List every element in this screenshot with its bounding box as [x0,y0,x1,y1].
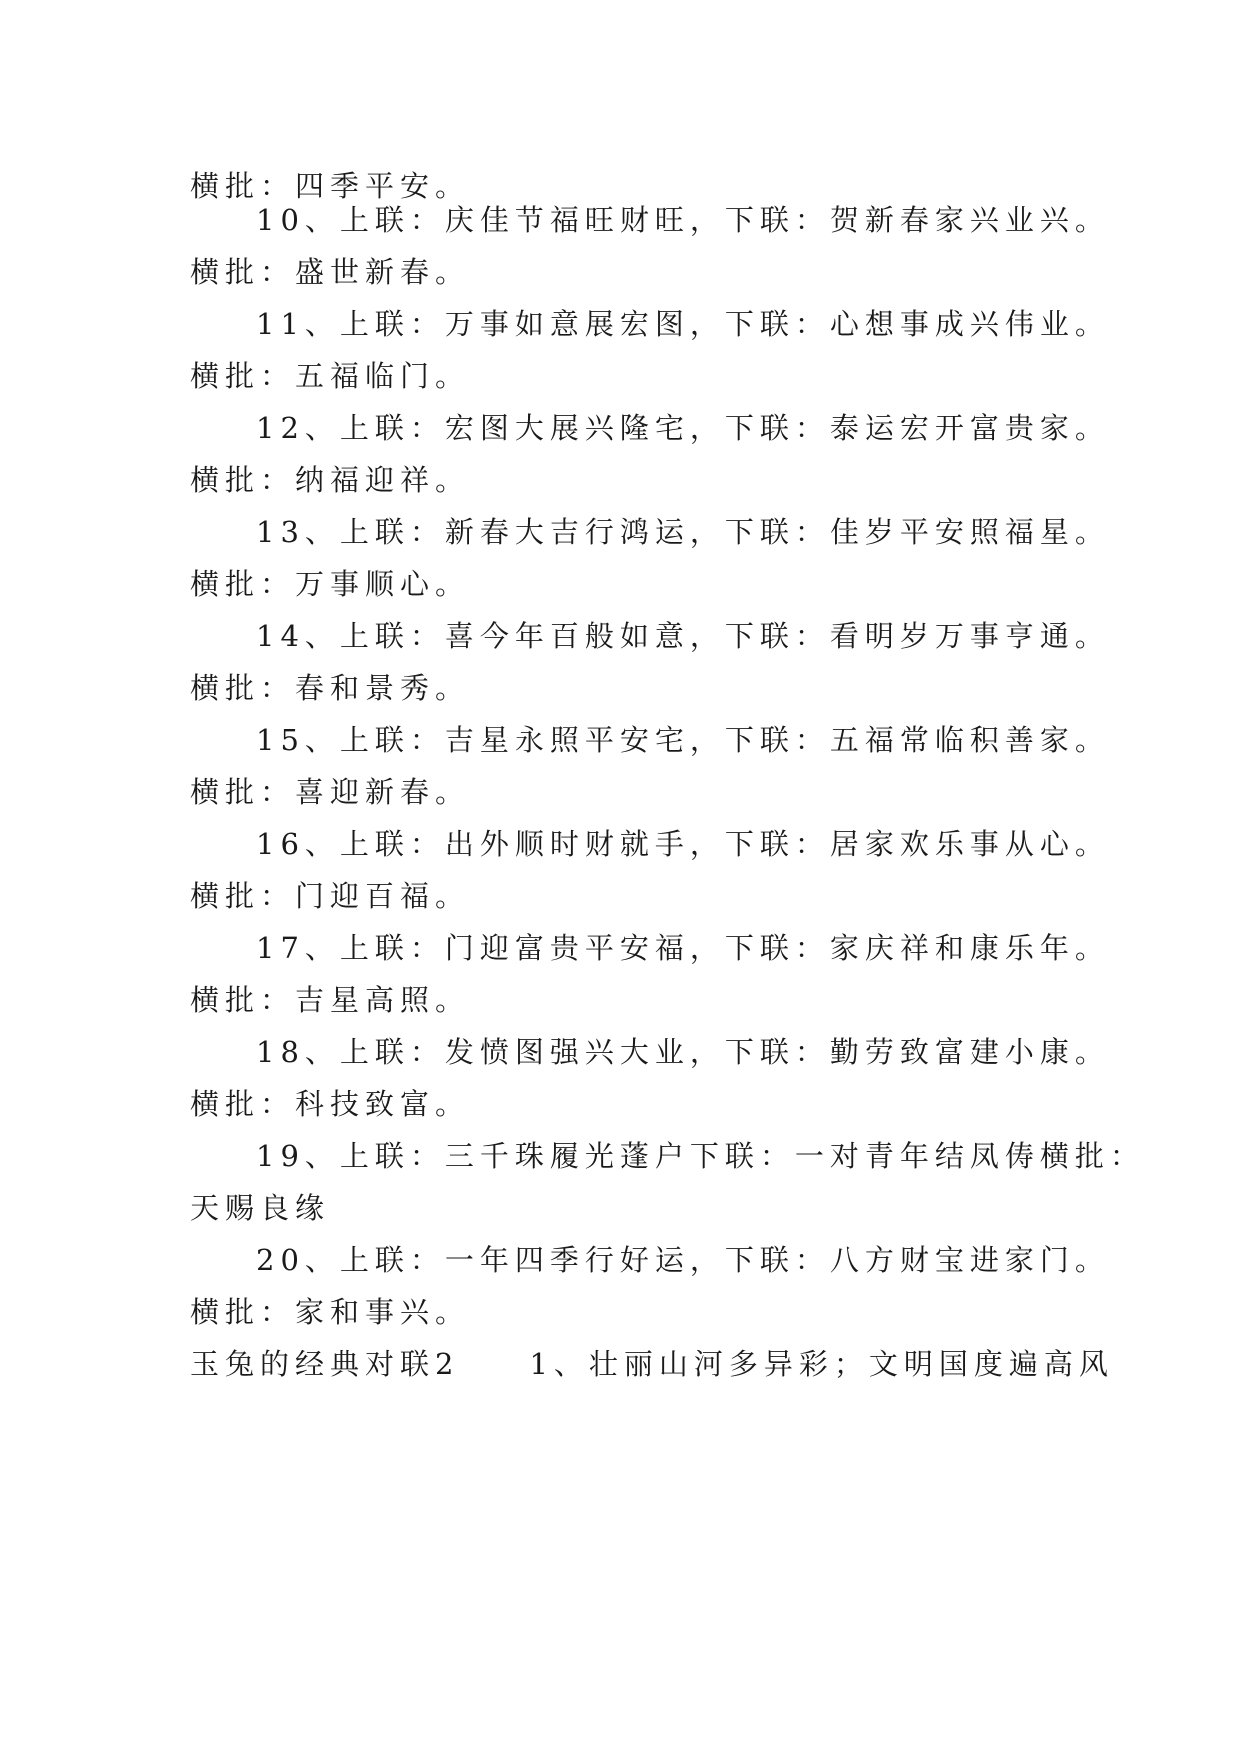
couplet-line-16: 16、上联：出外顺时财就手，下联：居家欢乐事从心。 [256,827,1110,861]
text-line-hengpi-14: 横批：春和景秀。 [190,671,471,705]
text-line-hengpi-1: 横批：四季平安。 [190,169,471,203]
text-line-hengpi-18: 横批：科技致富。 [190,1087,471,1121]
text-line-hengpi-10: 横批：盛世新春。 [190,255,471,289]
text-line-hengpi-17: 横批：吉星高照。 [190,983,471,1017]
couplet-line-17: 17、上联：门迎富贵平安福，下联：家庆祥和康乐年。 [256,931,1110,965]
text-line-hengpi-15: 横批：喜迎新春。 [190,775,471,809]
couplet-line-13: 13、上联：新春大吉行鸿运，下联：佳岁平安照福星。 [256,515,1110,549]
text-line-hengpi-19: 天赐良缘 [190,1191,331,1225]
couplet-line-15: 15、上联：吉星永照平安宅，下联：五福常临积善家。 [256,723,1110,757]
text-line-hengpi-20: 横批：家和事兴。 [190,1295,471,1329]
text-line-hengpi-13: 横批：万事顺心。 [190,567,471,601]
couplet-line-10: 10、上联：庆佳节福旺财旺，下联：贺新春家兴业兴。 [256,203,1110,237]
couplet-line-12: 12、上联：宏图大展兴隆宅，下联：泰运宏开富贵家。 [256,411,1110,445]
couplet-line-20: 20、上联：一年四季行好运，下联：八方财宝进家门。 [256,1243,1110,1277]
text-line-hengpi-11: 横批：五福临门。 [190,359,471,393]
text-line-hengpi-16: 横批：门迎百福。 [190,879,471,913]
couplet-line-11: 11、上联：万事如意展宏图，下联：心想事成兴伟业。 [256,307,1110,341]
section-heading-line: 玉兔的经典对联2 1、壮丽山河多异彩；文明国度遍高风 [190,1347,1114,1381]
couplet-line-19: 19、上联：三千珠履光蓬户下联：一对青年结凤俦横批： [256,1139,1145,1173]
couplet-line-14: 14、上联：喜今年百般如意，下联：看明岁万事亨通。 [256,619,1110,653]
text-line-hengpi-12: 横批：纳福迎祥。 [190,463,471,497]
couplet-line-18: 18、上联：发愤图强兴大业，下联：勤劳致富建小康。 [256,1035,1110,1069]
